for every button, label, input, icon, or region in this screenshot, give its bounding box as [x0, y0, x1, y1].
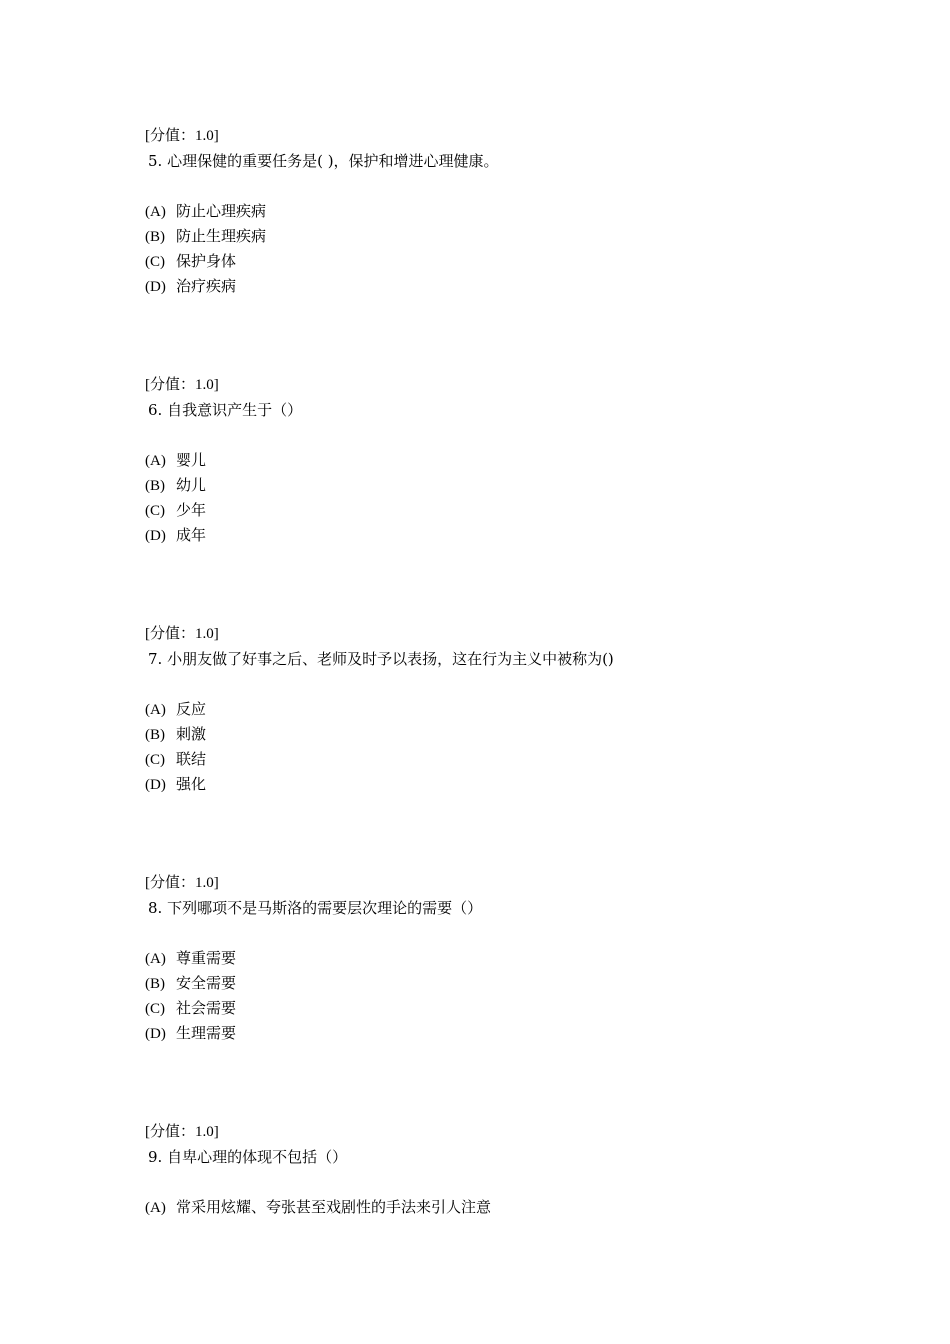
option-letter: (A)	[145, 951, 166, 967]
question-9	[145, 1120, 865, 1220]
option-letter: (B)	[145, 229, 165, 245]
question-8	[145, 871, 865, 1046]
option-d	[145, 523, 865, 548]
option-text: 反应	[176, 700, 207, 718]
option-text: 治疗疾病	[176, 277, 237, 295]
option-letter: (C)	[145, 752, 165, 768]
question-stem: 9. 自卑心理的体现不包括（）	[148, 1148, 348, 1166]
option-letter: (C)	[145, 503, 165, 519]
question-score: [分值：1.0]	[145, 626, 219, 642]
option-letter: (D)	[145, 528, 166, 544]
question-stem: 7. 小朋友做了好事之后、老师及时予以表扬，这在行为主义中被称为()	[148, 650, 614, 668]
option-text: 联结	[176, 750, 207, 768]
option-a	[145, 946, 865, 971]
option-text: 尊重需要	[176, 949, 237, 967]
option-b	[145, 224, 865, 249]
option-letter: (B)	[145, 976, 165, 992]
option-b	[145, 473, 865, 498]
question-score: [分值：1.0]	[145, 875, 219, 891]
option-list	[145, 448, 865, 548]
option-letter: (B)	[145, 727, 165, 743]
question-score: [分值：1.0]	[145, 128, 219, 144]
option-c	[145, 498, 865, 523]
question-5	[145, 124, 865, 299]
question-stem: 6. 自我意识产生于（）	[148, 401, 303, 419]
option-d	[145, 772, 865, 797]
option-text: 幼儿	[176, 476, 207, 494]
option-letter: (D)	[145, 279, 166, 295]
question-stem: 5. 心理保健的重要任务是( )，保护和增进心理健康。	[148, 152, 499, 170]
option-text: 刺激	[176, 725, 207, 743]
option-text: 保护身体	[176, 252, 237, 270]
option-d	[145, 274, 865, 299]
option-text: 婴儿	[176, 451, 207, 469]
question-stem: 8. 下列哪项不是马斯洛的需要层次理论的需要（）	[148, 899, 483, 917]
option-letter: (B)	[145, 478, 165, 494]
question-6	[145, 373, 865, 548]
option-list	[145, 199, 865, 299]
option-c	[145, 996, 865, 1021]
question-score: [分值：1.0]	[145, 1124, 219, 1140]
option-text: 常采用炫耀、夸张甚至戏剧性的手法来引人注意	[176, 1198, 492, 1216]
option-a	[145, 199, 865, 224]
option-b	[145, 971, 865, 996]
option-text: 防止生理疾病	[176, 227, 267, 245]
option-letter: (C)	[145, 254, 165, 270]
question-7	[145, 622, 865, 797]
option-text: 安全需要	[176, 974, 237, 992]
option-text: 强化	[176, 775, 207, 793]
option-text: 防止心理疾病	[176, 202, 267, 220]
option-a	[145, 697, 865, 722]
option-text: 社会需要	[176, 999, 237, 1017]
option-text: 少年	[176, 501, 207, 519]
option-c	[145, 249, 865, 274]
option-d	[145, 1021, 865, 1046]
option-text: 成年	[176, 526, 207, 544]
option-c	[145, 747, 865, 772]
option-letter: (C)	[145, 1001, 165, 1017]
option-a	[145, 448, 865, 473]
question-score: [分值：1.0]	[145, 377, 219, 393]
option-letter: (A)	[145, 453, 166, 469]
option-list	[145, 1195, 865, 1220]
option-text: 生理需要	[176, 1024, 237, 1042]
option-list	[145, 946, 865, 1046]
option-letter: (A)	[145, 702, 166, 718]
option-letter: (D)	[145, 777, 166, 793]
option-a	[145, 1195, 865, 1220]
option-list	[145, 697, 865, 797]
option-letter: (A)	[145, 204, 166, 220]
option-b	[145, 722, 865, 747]
option-letter: (A)	[145, 1200, 166, 1216]
option-letter: (D)	[145, 1026, 166, 1042]
